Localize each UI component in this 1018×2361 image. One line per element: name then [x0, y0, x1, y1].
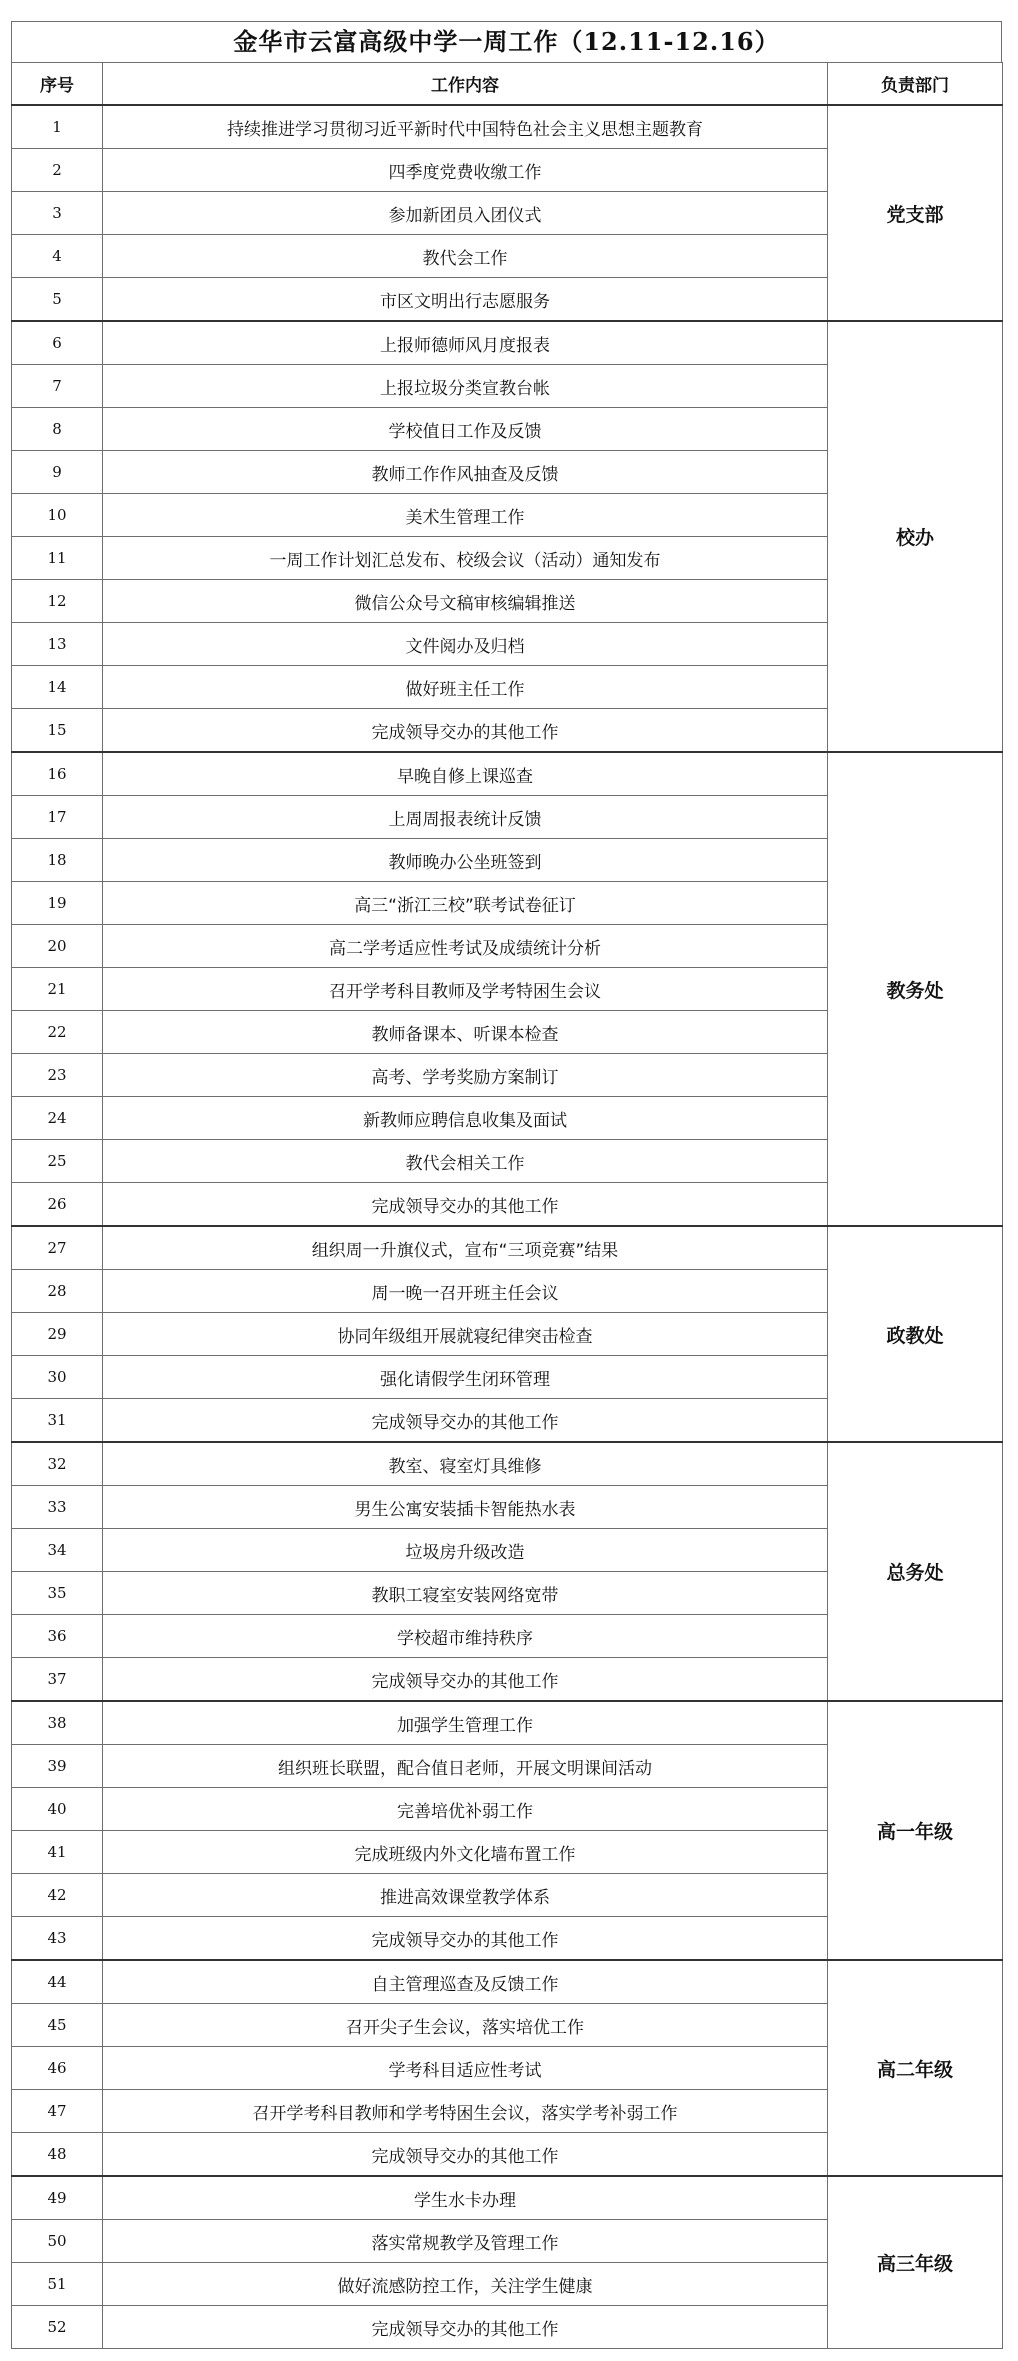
- task-cell: 召开学考科目教师和学考特困生会议，落实学考补弱工作: [103, 2090, 828, 2133]
- row-number: 27: [12, 1226, 103, 1270]
- table-row: [12, 1960, 1003, 2004]
- row-number: 41: [12, 1831, 103, 1874]
- row-number: 28: [12, 1270, 103, 1313]
- row-number: 35: [12, 1572, 103, 1615]
- task-cell: 高考、学考奖励方案制订: [103, 1054, 828, 1097]
- task-cell: 完成领导交办的其他工作: [103, 709, 828, 753]
- task-cell: 协同年级组开展就寝纪律突击检查: [103, 1313, 828, 1356]
- department-cell: 教务处: [828, 752, 1003, 1226]
- row-number: 7: [12, 365, 103, 408]
- task-cell: 美术生管理工作: [103, 494, 828, 537]
- row-number: 3: [12, 192, 103, 235]
- task-cell: 上周周报表统计反馈: [103, 796, 828, 839]
- task-cell: 上报师德师风月度报表: [103, 321, 828, 365]
- row-number: 50: [12, 2220, 103, 2263]
- department-cell: 高一年级: [828, 1701, 1003, 1960]
- row-number: 36: [12, 1615, 103, 1658]
- row-number: 2: [12, 149, 103, 192]
- row-number: 38: [12, 1701, 103, 1745]
- task-cell: 上报垃圾分类宣教台帐: [103, 365, 828, 408]
- row-number: 12: [12, 580, 103, 623]
- task-cell: 完成领导交办的其他工作: [103, 1399, 828, 1443]
- row-number: 29: [12, 1313, 103, 1356]
- task-cell: 新教师应聘信息收集及面试: [103, 1097, 828, 1140]
- row-number: 49: [12, 2176, 103, 2220]
- table-row: [12, 2176, 1003, 2220]
- row-number: 30: [12, 1356, 103, 1399]
- task-cell: 完成领导交办的其他工作: [103, 1658, 828, 1702]
- row-number: 34: [12, 1529, 103, 1572]
- task-cell: 文件阅办及归档: [103, 623, 828, 666]
- task-cell: 加强学生管理工作: [103, 1701, 828, 1745]
- row-number: 44: [12, 1960, 103, 2004]
- row-number: 51: [12, 2263, 103, 2306]
- department-cell: 党支部: [828, 105, 1003, 321]
- task-cell: 组织周一升旗仪式，宣布“三项竞赛”结果: [103, 1226, 828, 1270]
- task-cell: 教室、寝室灯具维修: [103, 1442, 828, 1486]
- task-cell: 做好流感防控工作，关注学生健康: [103, 2263, 828, 2306]
- row-number: 6: [12, 321, 103, 365]
- department-cell: 校办: [828, 321, 1003, 752]
- task-cell: 四季度党费收缴工作: [103, 149, 828, 192]
- row-number: 39: [12, 1745, 103, 1788]
- task-cell: 召开尖子生会议，落实培优工作: [103, 2004, 828, 2047]
- task-cell: 强化请假学生闭环管理: [103, 1356, 828, 1399]
- task-cell: 完成领导交办的其他工作: [103, 1917, 828, 1961]
- row-number: 47: [12, 2090, 103, 2133]
- row-number: 20: [12, 925, 103, 968]
- row-number: 13: [12, 623, 103, 666]
- row-number: 19: [12, 882, 103, 925]
- task-cell: 教代会相关工作: [103, 1140, 828, 1183]
- task-cell: 微信公众号文稿审核编辑推送: [103, 580, 828, 623]
- row-number: 5: [12, 278, 103, 322]
- row-number: 25: [12, 1140, 103, 1183]
- row-number: 52: [12, 2306, 103, 2349]
- task-cell: 市区文明出行志愿服务: [103, 278, 828, 322]
- row-number: 16: [12, 752, 103, 796]
- task-cell: 男生公寓安装插卡智能热水表: [103, 1486, 828, 1529]
- task-cell: 高三“浙江三校”联考试卷征订: [103, 882, 828, 925]
- table-row: [12, 321, 1003, 365]
- task-cell: 完成班级内外文化墙布置工作: [103, 1831, 828, 1874]
- row-number: 15: [12, 709, 103, 753]
- header-no: 序号: [12, 63, 103, 106]
- task-cell: 学校值日工作及反馈: [103, 408, 828, 451]
- row-number: 8: [12, 408, 103, 451]
- row-number: 43: [12, 1917, 103, 1961]
- row-number: 26: [12, 1183, 103, 1227]
- task-cell: 学校超市维持秩序: [103, 1615, 828, 1658]
- row-number: 17: [12, 796, 103, 839]
- department-cell: 政教处: [828, 1226, 1003, 1442]
- task-cell: 完成领导交办的其他工作: [103, 2133, 828, 2177]
- row-number: 21: [12, 968, 103, 1011]
- task-cell: 完善培优补弱工作: [103, 1788, 828, 1831]
- row-number: 23: [12, 1054, 103, 1097]
- task-cell: 学考科目适应性考试: [103, 2047, 828, 2090]
- table-row: [12, 1226, 1003, 1270]
- department-cell: 高二年级: [828, 1960, 1003, 2176]
- task-cell: 参加新团员入团仪式: [103, 192, 828, 235]
- department-cell: 总务处: [828, 1442, 1003, 1701]
- task-cell: 早晚自修上课巡查: [103, 752, 828, 796]
- task-cell: 周一晚一召开班主任会议: [103, 1270, 828, 1313]
- task-cell: 垃圾房升级改造: [103, 1529, 828, 1572]
- row-number: 33: [12, 1486, 103, 1529]
- table-row: [12, 1701, 1003, 1745]
- department-cell: 高三年级: [828, 2176, 1003, 2349]
- task-cell: 一周工作计划汇总发布、校级会议（活动）通知发布: [103, 537, 828, 580]
- document-title: 金华市云富高级中学一周工作（12.11-12.16）: [11, 21, 1002, 62]
- row-number: 10: [12, 494, 103, 537]
- table-row: [12, 105, 1003, 149]
- task-cell: 教职工寝室安装网络宽带: [103, 1572, 828, 1615]
- row-number: 40: [12, 1788, 103, 1831]
- table-body: [12, 105, 1003, 2349]
- row-number: 4: [12, 235, 103, 278]
- row-number: 14: [12, 666, 103, 709]
- task-cell: 完成领导交办的其他工作: [103, 2306, 828, 2349]
- task-cell: 教代会工作: [103, 235, 828, 278]
- row-number: 37: [12, 1658, 103, 1702]
- table-row: [12, 752, 1003, 796]
- schedule-table: [11, 62, 1003, 2349]
- row-number: 46: [12, 2047, 103, 2090]
- row-number: 45: [12, 2004, 103, 2047]
- row-number: 11: [12, 537, 103, 580]
- task-cell: 推进高效课堂教学体系: [103, 1874, 828, 1917]
- table-row: [12, 1442, 1003, 1486]
- task-cell: 教师工作作风抽查及反馈: [103, 451, 828, 494]
- task-cell: 教师备课本、听课本检查: [103, 1011, 828, 1054]
- row-number: 18: [12, 839, 103, 882]
- task-cell: 组织班长联盟，配合值日老师，开展文明课间活动: [103, 1745, 828, 1788]
- task-cell: 自主管理巡查及反馈工作: [103, 1960, 828, 2004]
- task-cell: 持续推进学习贯彻习近平新时代中国特色社会主义思想主题教育: [103, 105, 828, 149]
- task-cell: 教师晚办公坐班签到: [103, 839, 828, 882]
- task-cell: 落实常规教学及管理工作: [103, 2220, 828, 2263]
- row-number: 42: [12, 1874, 103, 1917]
- row-number: 31: [12, 1399, 103, 1443]
- task-cell: 完成领导交办的其他工作: [103, 1183, 828, 1227]
- header-task: 工作内容: [103, 63, 828, 106]
- task-cell: 召开学考科目教师及学考特困生会议: [103, 968, 828, 1011]
- row-number: 1: [12, 105, 103, 149]
- schedule-sheet: [11, 21, 1002, 2349]
- task-cell: 做好班主任工作: [103, 666, 828, 709]
- row-number: 9: [12, 451, 103, 494]
- row-number: 48: [12, 2133, 103, 2177]
- row-number: 32: [12, 1442, 103, 1486]
- table-header-row: [12, 63, 1003, 106]
- header-dept: 负责部门: [828, 63, 1003, 106]
- row-number: 22: [12, 1011, 103, 1054]
- task-cell: 高二学考适应性考试及成绩统计分析: [103, 925, 828, 968]
- row-number: 24: [12, 1097, 103, 1140]
- task-cell: 学生水卡办理: [103, 2176, 828, 2220]
